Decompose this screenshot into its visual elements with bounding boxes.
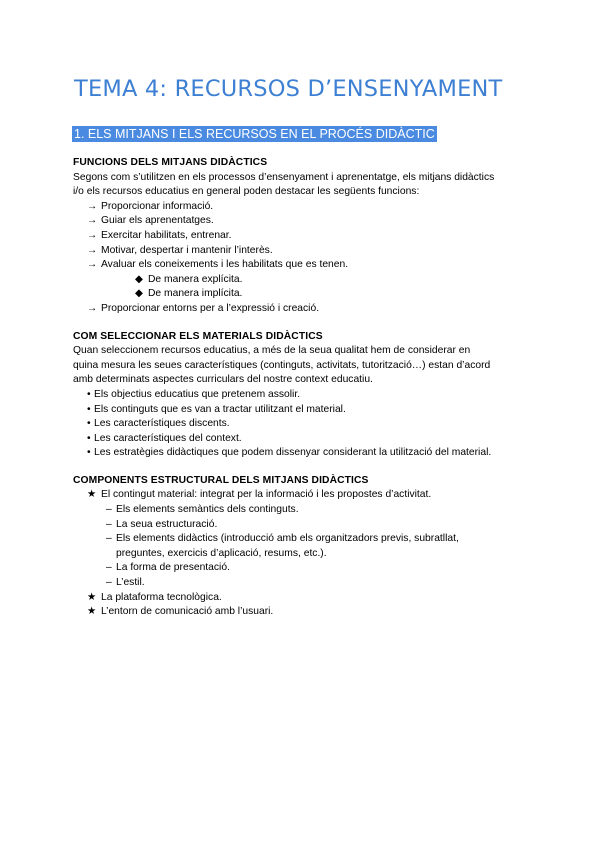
sub-list-item xyxy=(73,503,533,518)
bullet-icon: • xyxy=(87,418,91,430)
document-body xyxy=(73,156,533,620)
star-icon: ★ xyxy=(87,489,97,501)
list-item xyxy=(73,432,533,447)
list-item xyxy=(73,403,533,418)
arrow-icon: → xyxy=(87,215,98,227)
list-item-text: Proporcionar informació. xyxy=(101,200,214,212)
sub-list-item xyxy=(73,561,533,576)
list-item xyxy=(73,488,533,503)
dash-icon: – xyxy=(106,518,112,530)
list-item-text: Les característiques discents. xyxy=(94,418,230,430)
list-item-text: Els objectius educatius que pretenem assolir. xyxy=(94,388,301,400)
funcions-intro-line: Segons com s’utilitzen en els processos d’ensenyament i aprenentatge, els mitjans didàctics xyxy=(73,171,495,183)
sub-list-item-text: De manera explícita. xyxy=(148,273,243,285)
list-item xyxy=(73,388,533,403)
list-item-text: Proporcionar entorns per a l’expressió i creació. xyxy=(101,302,320,314)
list-item xyxy=(73,605,533,620)
sub-list-item-text: La seua estructuració. xyxy=(116,518,218,530)
sub-list-item-text: La forma de presentació. xyxy=(116,562,230,574)
list-item-text: El contingut material: integrat per la informació i les propostes d’activitat. xyxy=(101,489,432,501)
list-item xyxy=(73,200,533,215)
funcions-intro-line: i/o els recursos educatius en general poden destacar les següents funcions: xyxy=(73,186,420,198)
funcions-heading: FUNCIONS DELS MITJANS DIDÀCTICS xyxy=(73,157,268,168)
list-item-text: Les característiques del context. xyxy=(94,432,242,444)
arrow-icon: → xyxy=(87,302,98,314)
sub-list-item-text: Els elements semàntics dels continguts. xyxy=(116,504,299,516)
bullet-icon: • xyxy=(87,388,91,400)
list-item-text: Exercitar habilitats, entrenar. xyxy=(101,229,232,241)
sub-list-item-continuation: preguntes, exercicis d’aplicació, resums, etc.). xyxy=(116,547,327,559)
arrow-icon: → xyxy=(87,259,98,271)
bullet-icon: • xyxy=(87,403,91,415)
components-heading: COMPONENTS ESTRUCTURAL DELS MITJANS DIDÀCTICS xyxy=(73,474,369,486)
star-icon: ★ xyxy=(87,606,97,618)
seleccionar-intro-line: Quan seleccionem recursos educatius, a més de la seua qualitat hem de considerar en xyxy=(73,345,471,357)
list-item xyxy=(73,591,533,606)
dash-icon: – xyxy=(106,562,112,574)
list-item-text: La plataforma tecnològica. xyxy=(101,591,222,603)
dash-icon: – xyxy=(106,504,112,516)
list-item xyxy=(73,214,533,229)
star-icon: ★ xyxy=(87,591,97,603)
list-item xyxy=(73,446,533,461)
list-item-text: Avaluar els coneixements i les habilitats que es tenen. xyxy=(101,259,349,271)
bullet-icon: • xyxy=(87,432,91,444)
sub-list-item xyxy=(73,518,533,533)
diamond-icon: ◆ xyxy=(135,288,143,300)
sub-list-item xyxy=(73,532,533,547)
list-item xyxy=(73,302,533,317)
list-item xyxy=(73,244,533,259)
list-item-text: Els continguts que es van a tractar utilitzant el material. xyxy=(94,403,346,415)
list-item-text: Guiar els aprenentatges. xyxy=(101,215,214,227)
dash-icon: – xyxy=(106,577,112,589)
arrow-icon: → xyxy=(87,229,98,241)
sub-list-item xyxy=(73,576,533,591)
list-item xyxy=(73,258,533,273)
seleccionar-intro-line: quina mesura les seues característiques (continguts, activitats, tutorització…) estan d’acord xyxy=(73,359,491,371)
section-heading: 1. ELS MITJANS I ELS RECURSOS EN EL PROCÉS DIDÀCTIC xyxy=(74,127,435,141)
diamond-icon: ◆ xyxy=(135,273,143,285)
list-item xyxy=(73,417,533,432)
seleccionar-heading: COM SELECCIONAR ELS MATERIALS DIDÀCTICS xyxy=(73,330,323,342)
dash-icon: – xyxy=(106,533,112,545)
sub-list-item xyxy=(73,273,533,288)
arrow-icon: → xyxy=(87,244,98,256)
sub-list-item xyxy=(73,287,533,302)
list-item-text: Les estratègies didàctiques que podem dissenyar considerant la utilització del material. xyxy=(94,447,492,459)
arrow-icon: → xyxy=(87,200,98,212)
bullet-icon: • xyxy=(87,447,91,459)
list-item-text: Motivar, despertar i mantenir l’interès. xyxy=(101,244,273,256)
sub-list-item-text: Els elements didàctics (introducció amb els organitzadors previs, subratllat, xyxy=(116,533,459,545)
seleccionar-intro-line: amb determinats aspectes curriculars del nostre context educatiu. xyxy=(73,374,373,386)
sub-list-item-text: L’estil. xyxy=(116,577,145,589)
list-item-text: L’entorn de comunicació amb l’usuari. xyxy=(101,606,274,618)
sub-list-item-text: De manera implícita. xyxy=(148,288,243,300)
page-title: TEMA 4: RECURSOS D’ENSENYAMENT xyxy=(74,76,503,102)
list-item xyxy=(73,229,533,244)
